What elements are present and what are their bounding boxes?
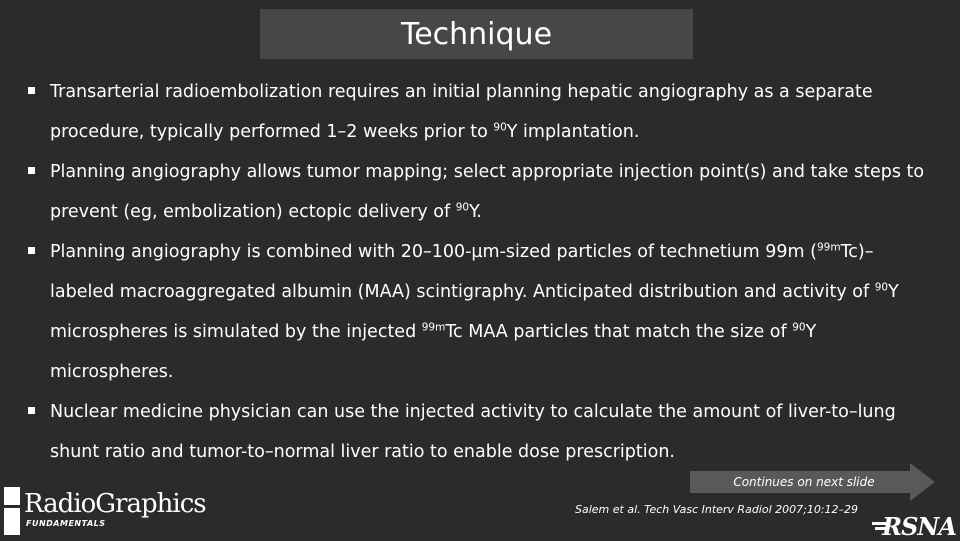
- rsna-text: RSNA: [882, 512, 956, 541]
- bullet-item: [26, 392, 936, 472]
- bullet-text: Planning angiography is combined with 20–100-µm-sized particles of technetium 99m ($^{99m}$Tc)–labeled macroaggregated albumin (MAA) scintigraphy. Anticipated distribution and activity of $^{90}$Y microspheres is simulated by the injected $^{99m}$Tc MAA particles that match the size of $^{90}$Y microspheres.: [50, 241, 899, 382]
- title-box: [260, 9, 693, 59]
- bullet-item: [26, 72, 936, 152]
- bullet-text: Planning angiography allows tumor mapping; select appropriate injection point(s) and take steps to prevent (eg, embolization) ectopic delivery of $^{90}$Y.: [50, 162, 925, 222]
- bullet-square-icon: [28, 247, 35, 254]
- slide-title: Technique: [400, 16, 553, 52]
- bullet-item: [26, 232, 936, 392]
- logo-bar-icon: [4, 487, 20, 535]
- bullet-item: [26, 152, 936, 232]
- bullet-text: Nuclear medicine physician can use the injected activity to calculate the amount of liver-to–lung shunt ratio and tumor-to–normal liver ratio to enable dose prescription.: [50, 402, 896, 462]
- rsna-logo: [872, 512, 956, 541]
- citation: Salem et al. Tech Vasc Interv Radiol 2007;10:12–29: [575, 503, 859, 516]
- radiographics-logo: [4, 487, 204, 535]
- bullet-list: [26, 72, 936, 472]
- continue-next-slide-button[interactable]: [690, 463, 935, 501]
- logo-subtitle: FUNDAMENTALS: [26, 519, 106, 528]
- bullet-square-icon: [28, 167, 35, 174]
- bullet-square-icon: [28, 407, 35, 414]
- bullet-square-icon: [28, 87, 35, 94]
- continue-label: Continues on next slide: [733, 475, 875, 489]
- logo-title: RadioGraphics: [24, 489, 206, 519]
- bullet-text: Transarterial radioembolization requires an initial planning hepatic angiography as a separate procedure, typically performed 1–2 weeks prior to $^{90}$Y implantation.: [50, 82, 873, 142]
